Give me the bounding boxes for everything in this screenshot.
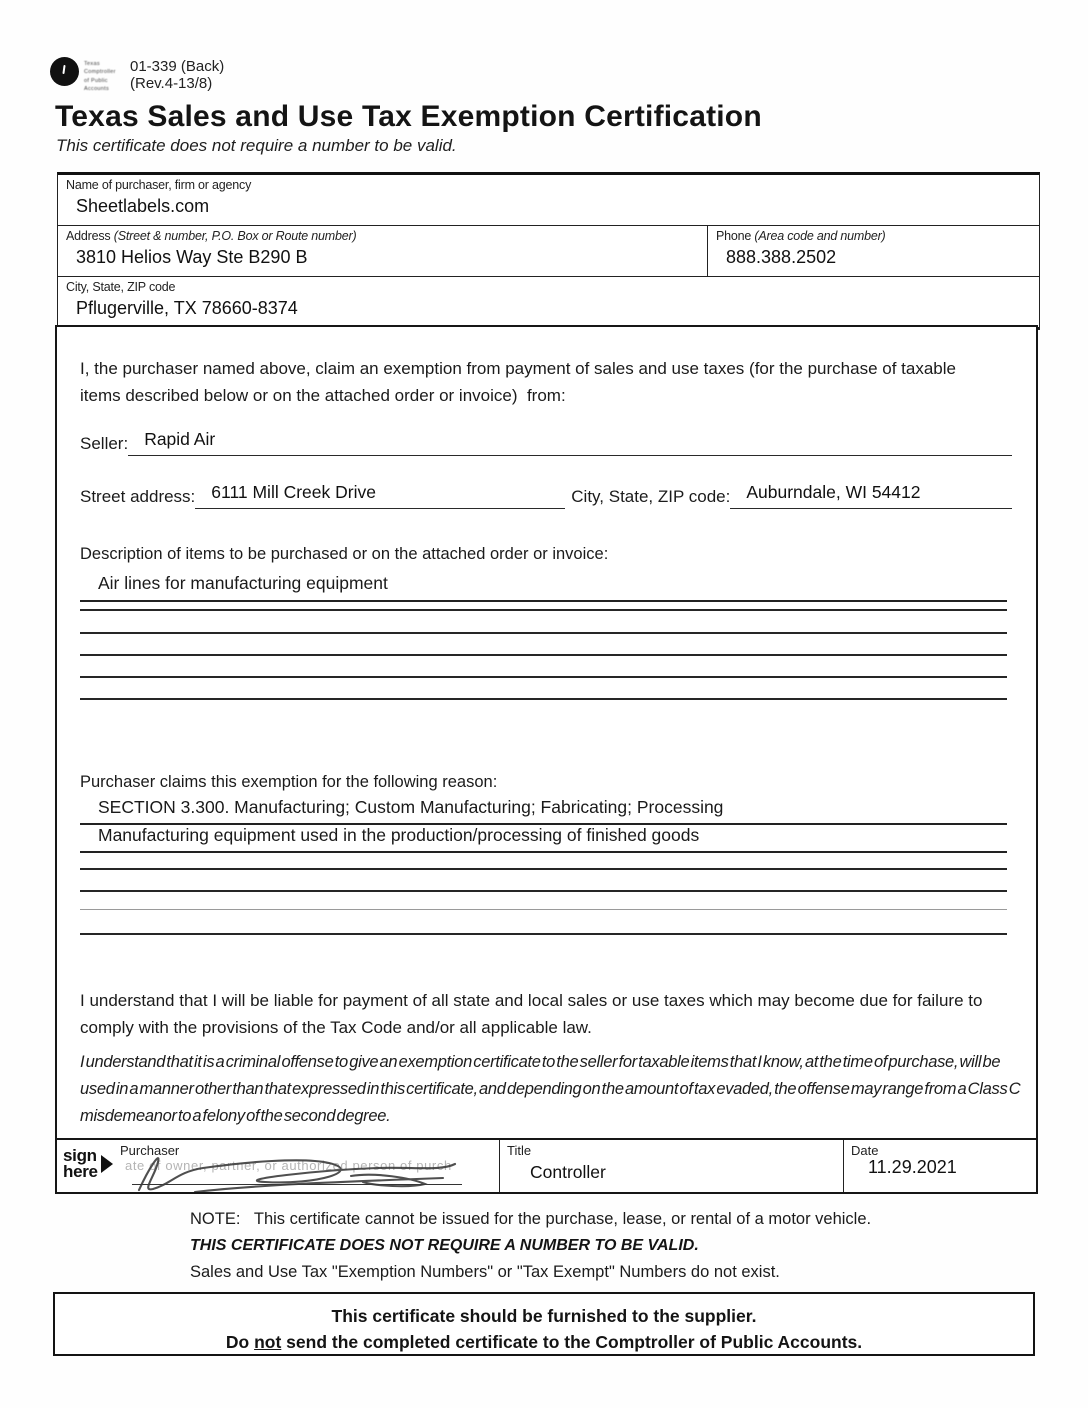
description-label: Description of items to be purchased or on the attached order or invoice: <box>80 545 609 563</box>
description-blank-line <box>80 609 1007 611</box>
title-label: Title <box>507 1143 532 1158</box>
claim-intro-text: I, the purchaser named above, claim an exemption from payment of sales and use taxes (for the purchase of taxable items described below or on the attached order or invoice) from: <box>80 359 961 406</box>
page-subtitle: This certificate does not require a number to be valid. <box>56 136 457 155</box>
reason-value-1: SECTION 3.300. Manufacturing; Custom Manufacturing; Fabricating; Processing <box>98 797 724 817</box>
reason-blank-line <box>80 890 1007 892</box>
purchaser-name-value: Sheetlabels.com <box>76 196 210 216</box>
liability-paragraph: I understand that I will be liable for payment of all state and local sales or use taxes which may become due for failure to comply with the provisions of the Tax Code and/or all applicable law. <box>80 991 983 1038</box>
seller-address-field <box>80 482 1012 509</box>
footer-line-2 <box>55 1329 1033 1355</box>
sign-here-arrow-icon <box>101 1155 113 1173</box>
purchaser-name-row <box>58 175 1039 226</box>
supplier-instruction-box <box>53 1292 1035 1356</box>
purchaser-signature-label: Purchaser <box>120 1143 180 1158</box>
form-header <box>50 57 224 93</box>
criminal-offense-paragraph: I understand that it is a criminal offense to give an exemption certificate to the seller for taxable items that I know, at the time of purchase, will be used in a manner other than that expressed in this certificate, and depending on the amount of tax evaded, the offense may range from a Class C misdemeanor to a felony of the second degree. <box>80 1053 1021 1126</box>
reason-line-2 <box>80 825 1007 853</box>
title-value: Controller <box>530 1162 606 1182</box>
address-label-text: Address <box>66 229 114 243</box>
phone-label-hint: (Area code and number) <box>754 229 886 243</box>
street-address-value: 6111 Mill Creek Drive <box>211 482 376 502</box>
note-exemption-numbers: Sales and Use Tax "Exemption Numbers" or "Tax Exempt" Numbers do not exist. <box>190 1263 780 1281</box>
seller-city-state-zip-value: Auburndale, WI 54412 <box>746 482 921 502</box>
date-cell <box>844 1140 1036 1192</box>
seller-field <box>80 429 1012 456</box>
phone-value: 888.388.2502 <box>726 247 837 267</box>
footer-line-2-not: not <box>254 1332 282 1353</box>
purchaser-name-label: Name of purchaser, firm or agency <box>66 178 252 192</box>
note-no-number-required: THIS CERTIFICATE DOES NOT REQUIRE A NUMBER TO BE VALID. <box>190 1237 699 1254</box>
footer-line-2-prefix: Do <box>225 1332 255 1353</box>
form-number <box>130 57 224 93</box>
city-state-zip-value: Pflugerville, TX 78660-8374 <box>76 298 298 318</box>
purchaser-signature-cell <box>57 1140 500 1192</box>
sign-here-word2: here <box>63 1162 98 1182</box>
note-block <box>190 1210 950 1282</box>
seal-micro-text <box>84 57 124 93</box>
street-address-line <box>195 482 565 509</box>
seller-city-state-zip-line <box>730 482 1012 509</box>
date-label: Date <box>851 1143 879 1158</box>
seal-micro-line1: Texas Comptroller <box>84 61 116 76</box>
reason-value-2: Manufacturing equipment used in the production/processing of finished goods <box>98 825 700 845</box>
sign-here-word1: sign <box>63 1146 97 1165</box>
footer-line-2-suffix: send the completed certificate to the Comptroller of Public Accounts. <box>281 1332 863 1353</box>
street-address-label: Street address: <box>80 487 196 506</box>
reason-blank-line <box>80 868 1007 870</box>
address-phone-row <box>58 226 1039 277</box>
description-blank-line <box>80 632 1007 634</box>
seller-city-state-zip-label: City, State, ZIP code: <box>571 487 731 506</box>
reason-blank-line <box>80 933 1007 935</box>
city-state-zip-label: City, State, ZIP code <box>66 280 176 294</box>
form-revision-line: (Rev.4-13/8) <box>130 75 213 93</box>
address-label <box>66 229 699 243</box>
reason-line-1 <box>80 797 1007 825</box>
signature-strip <box>55 1140 1038 1194</box>
footer-line-1: This certificate should be furnished to the supplier. <box>331 1306 757 1326</box>
description-value: Air lines for manufacturing equipment <box>98 573 388 593</box>
seller-value: Rapid Air <box>144 429 216 449</box>
phone-label <box>716 229 1031 243</box>
address-label-hint: (Street & number, P.O. Box or Route number) <box>113 229 357 243</box>
city-state-zip-row <box>58 277 1039 329</box>
seller-line <box>128 429 1012 456</box>
description-line-1 <box>80 573 1007 602</box>
title-cell <box>500 1140 844 1192</box>
comptroller-seal-icon <box>50 57 79 86</box>
reason-blank-line <box>80 909 1007 910</box>
address-value: 3810 Helios Way Ste B290 B <box>76 247 308 267</box>
reason-label: Purchaser claims this exemption for the following reason: <box>80 773 498 791</box>
description-blank-line <box>80 654 1007 656</box>
description-blank-line <box>80 676 1007 678</box>
faded-bleedthrough-text: ate of owner, partner, or authorized person of purch <box>125 1158 452 1173</box>
seal-micro-line2: of Public Accounts <box>84 77 110 92</box>
note-motor-vehicle: NOTE: This certificate cannot be issued for the purchase, lease, or rental of a motor vehicle. <box>190 1210 872 1228</box>
purchaser-info-table <box>57 172 1040 330</box>
handwritten-signature <box>125 1142 485 1192</box>
sign-here-callout <box>63 1148 113 1180</box>
date-value: 11.29.2021 <box>868 1157 957 1177</box>
phone-label-text: Phone <box>716 229 755 243</box>
exemption-claim-box <box>55 325 1038 1140</box>
seller-label: Seller: <box>80 434 129 453</box>
page-title: Texas Sales and Use Tax Exemption Certification <box>55 100 762 133</box>
form-number-line: 01-339 (Back) <box>130 58 225 75</box>
description-blank-line <box>80 698 1007 700</box>
